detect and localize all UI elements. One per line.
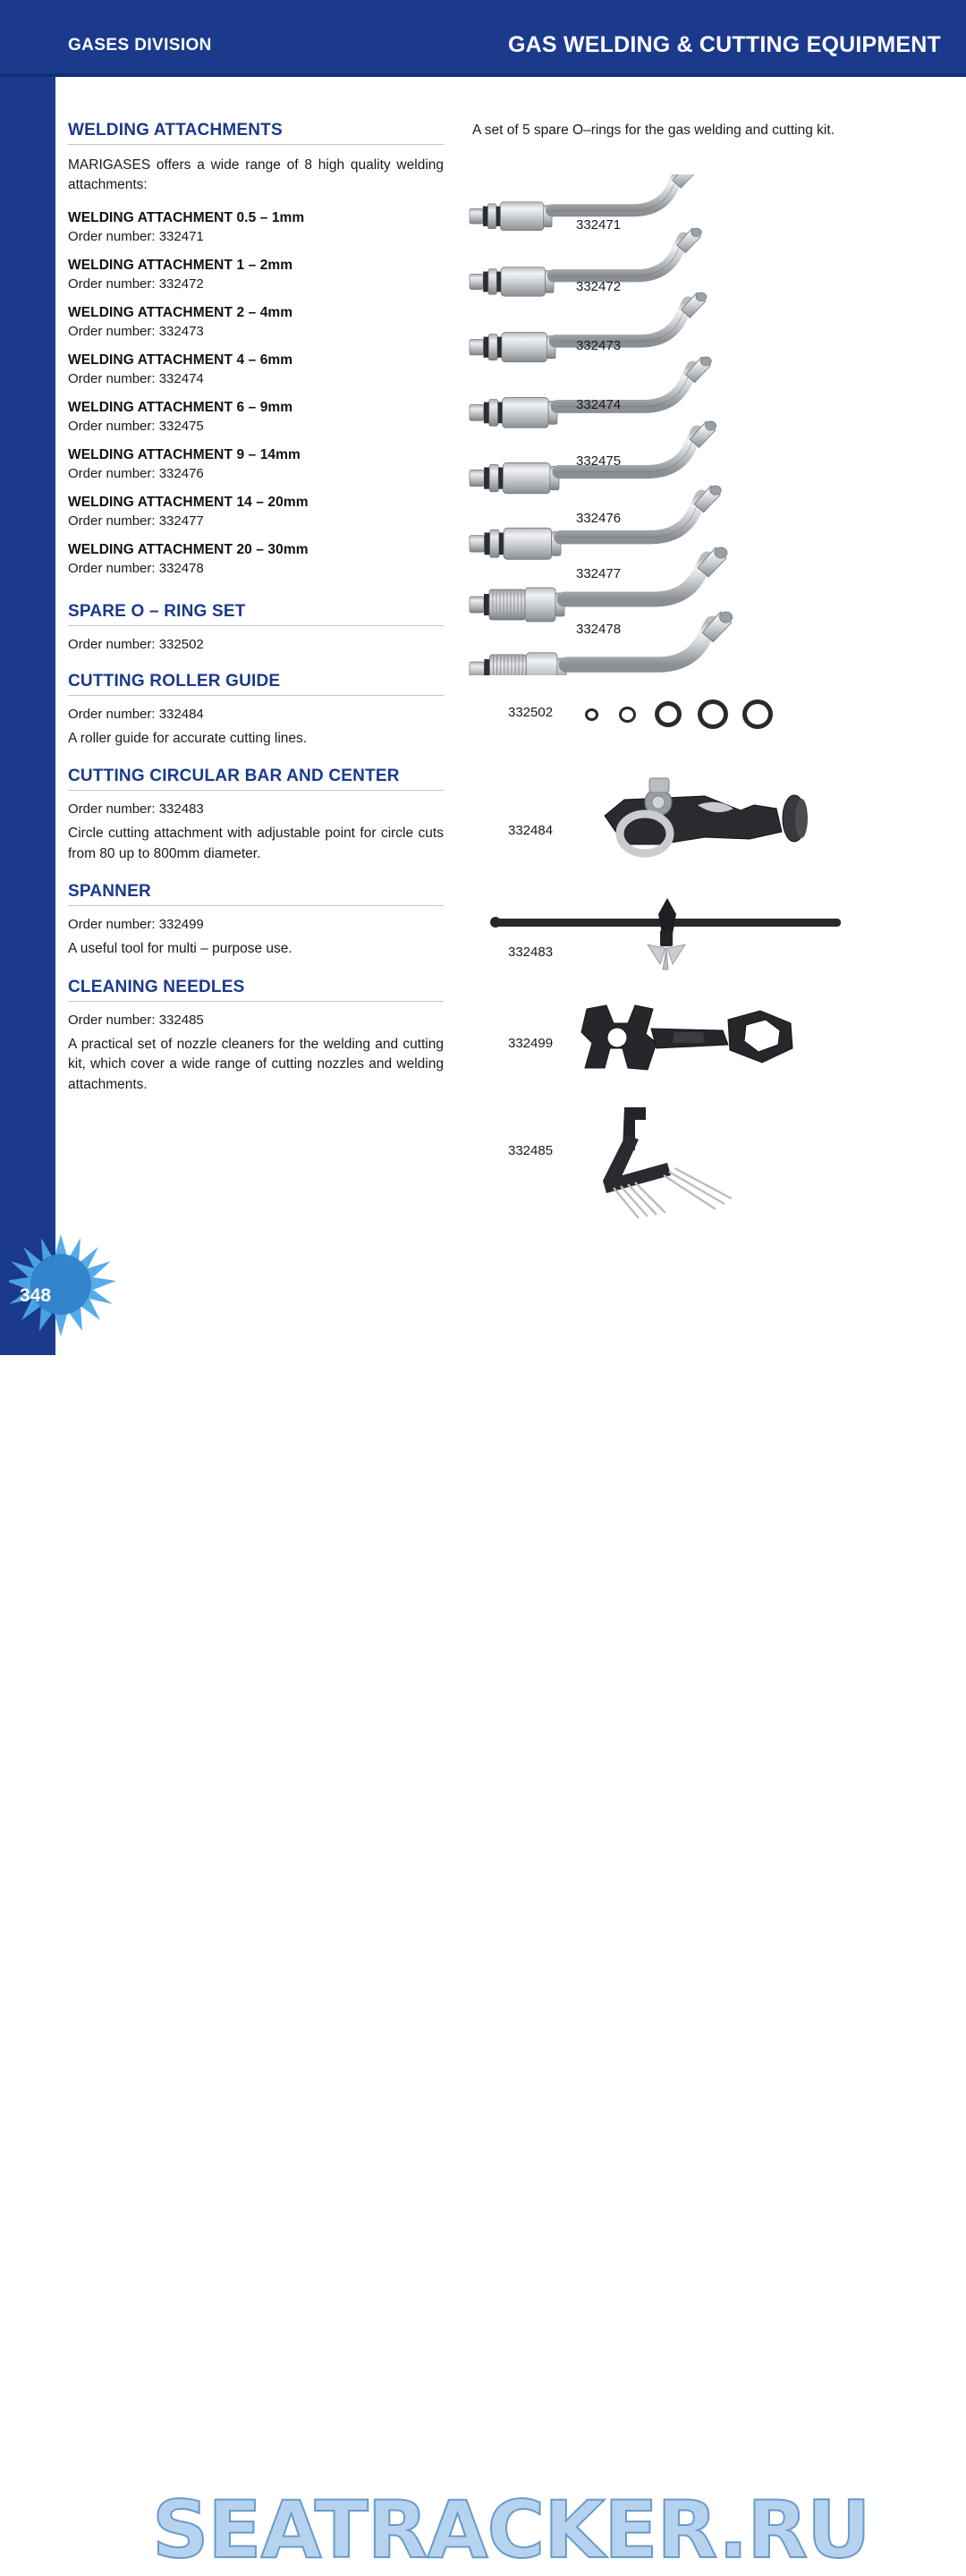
attachment-title: WELDING ATTACHMENT 9 – 14mm <box>68 446 301 462</box>
figure-spanner <box>472 993 884 1091</box>
circular-bar-order-number: Order number: 332483 <box>68 801 204 818</box>
circular-bar-description: Circle cutting attachment with adjustable point for circle cuts from 80 up to 800mm diameter. <box>68 826 444 861</box>
roller-guide-order-number: Order number: 332484 <box>68 706 204 722</box>
heading-cleaning-needles: CLEANING NEEDLES <box>68 977 245 996</box>
attachment-order-number: Order number: 332477 <box>68 513 204 529</box>
attachment-order-number: Order number: 332473 <box>68 323 204 339</box>
left-text-column <box>68 121 444 1100</box>
figure-label-332476: 332476 <box>576 511 622 526</box>
cleaning-needles-order-number: Order number: 332485 <box>68 1012 204 1028</box>
list-item <box>68 495 444 529</box>
figure-label-332478: 332478 <box>576 622 622 637</box>
figure-label-332474: 332474 <box>576 397 622 412</box>
heading-welding-attachments: WELDING ATTACHMENTS <box>68 121 283 140</box>
o-ring-5 <box>742 699 773 729</box>
watermark <box>0 1239 966 2576</box>
figure-label-332475: 332475 <box>576 453 622 469</box>
attachment-order-number: Order number: 332471 <box>68 228 204 244</box>
divider <box>68 144 444 145</box>
list-item <box>68 400 444 434</box>
header-section-title: GAS WELDING & CUTTING EQUIPMENT <box>508 32 941 57</box>
heading-spare-o-ring-set: SPARE O – RING SET <box>68 601 246 621</box>
figure-label-332484: 332484 <box>508 823 554 838</box>
o-ring-2 <box>619 707 636 723</box>
header-underline <box>0 73 966 77</box>
figure-cleaning-needles <box>472 1098 884 1224</box>
divider <box>68 695 444 696</box>
attachment-title: WELDING ATTACHMENT 0.5 – 1mm <box>68 209 305 225</box>
figure-label-332471: 332471 <box>576 217 622 233</box>
list-item <box>68 258 444 292</box>
list-item <box>68 352 444 386</box>
list-item <box>68 447 444 481</box>
divider <box>68 1001 444 1002</box>
attachment-title: WELDING ATTACHMENT 1 – 2mm <box>68 257 293 273</box>
list-item <box>68 210 444 244</box>
circular-bar-illustration <box>481 894 857 993</box>
figure-cutting-roller-guide <box>472 769 884 877</box>
heading-cutting-circular-bar: CUTTING CIRCULAR BAR AND CENTER <box>68 767 400 786</box>
attachment-order-number: Order number: 332472 <box>68 275 204 292</box>
figure-spare-o-rings <box>472 689 902 735</box>
heading-spanner: SPANNER <box>68 882 151 902</box>
figure-label-332473: 332473 <box>576 338 622 353</box>
spanner-illustration <box>571 993 875 1091</box>
figure-welding-attachments <box>465 174 930 675</box>
spare-oring-order-number: Order number: 332502 <box>68 636 204 652</box>
page-left-margin-bar <box>0 0 55 1355</box>
attachment-title: WELDING ATTACHMENT 2 – 4mm <box>68 304 293 320</box>
figure-cutting-circular-bar <box>472 894 884 993</box>
attachment-title: WELDING ATTACHMENT 4 – 6mm <box>68 352 293 368</box>
cleaning-needles-illustration <box>571 1098 875 1224</box>
attachment-title: WELDING ATTACHMENT 20 – 30mm <box>68 541 309 557</box>
spare-oring-intro-text: A set of 5 spare O–rings for the gas welding and cutting kit. <box>472 123 835 138</box>
figure-label-332483: 332483 <box>508 945 554 960</box>
figure-label-332477: 332477 <box>576 566 622 581</box>
figure-label-332502: 332502 <box>508 705 554 720</box>
o-ring-3 <box>655 701 682 727</box>
attachment-order-number: Order number: 332476 <box>68 465 204 481</box>
o-ring-4 <box>698 699 728 729</box>
attachment-order-number: Order number: 332478 <box>68 560 204 576</box>
roller-guide-description: A roller guide for accurate cutting lines. <box>68 730 308 746</box>
page-number: 348 <box>20 1285 52 1306</box>
right-content-column <box>472 121 893 153</box>
divider <box>68 790 444 791</box>
cleaning-needles-description: A practical set of nozzle cleaners for the welding and cutting kit, which cover a wide range of cutting nozzles and welding attachments. <box>68 1036 444 1092</box>
divider <box>68 625 444 626</box>
o-ring-1 <box>585 708 598 721</box>
heading-cutting-roller-guide: CUTTING ROLLER GUIDE <box>68 671 281 691</box>
attachment-title: WELDING ATTACHMENT 6 – 9mm <box>68 399 293 415</box>
welding-attachments-intro: MARIGASES offers a wide range of 8 high quality welding attachments: <box>68 157 444 193</box>
header-division-title: GASES DIVISION <box>68 36 212 55</box>
attachment-title: WELDING ATTACHMENT 14 – 20mm <box>68 494 309 510</box>
spanner-order-number: Order number: 332499 <box>68 917 204 933</box>
attachment-order-number: Order number: 332474 <box>68 370 204 386</box>
figure-label-332472: 332472 <box>576 279 622 294</box>
roller-guide-illustration <box>571 769 875 877</box>
list-item <box>68 542 444 576</box>
figure-label-332499: 332499 <box>508 1036 554 1051</box>
watermark-text: SEATRACKER.RU <box>152 2484 870 2576</box>
spanner-description: A useful tool for multi – purpose use. <box>68 941 292 957</box>
list-item <box>68 305 444 339</box>
welding-nozzles-illustration <box>465 174 930 675</box>
figure-label-332485: 332485 <box>508 1143 554 1158</box>
divider <box>68 905 444 906</box>
attachment-order-number: Order number: 332475 <box>68 418 204 434</box>
